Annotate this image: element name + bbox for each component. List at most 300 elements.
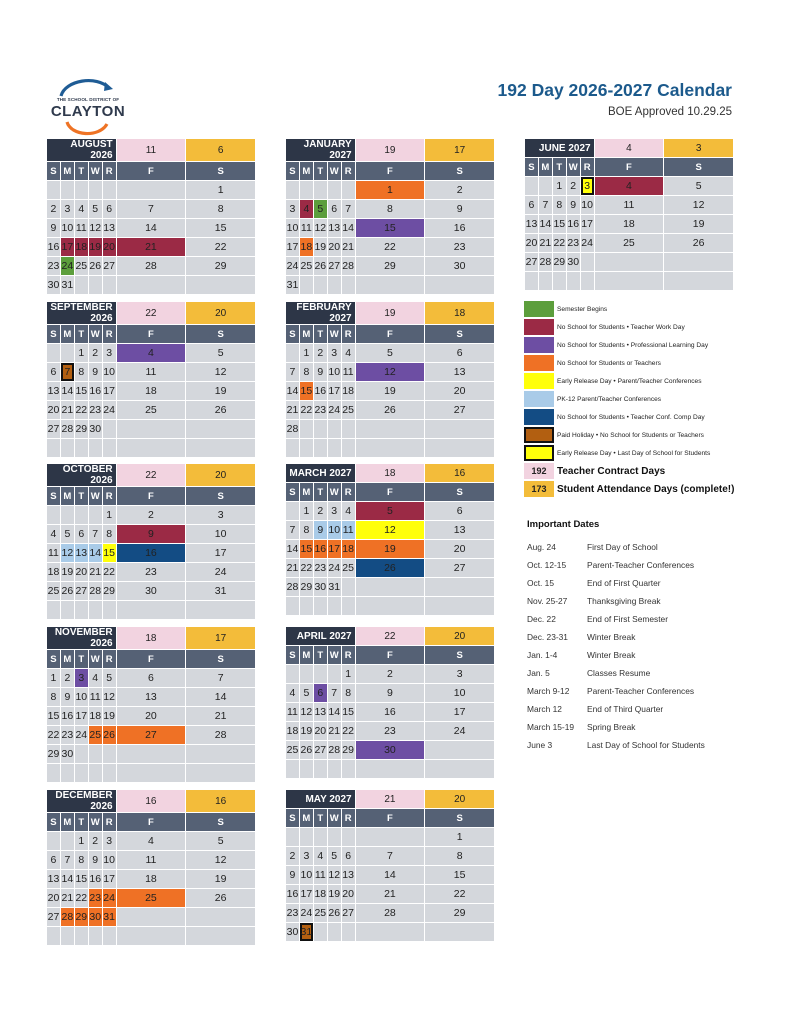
empty-day-cell: [425, 420, 495, 439]
student-days-count: 20: [425, 790, 495, 809]
week-row: [286, 238, 495, 257]
legend-item: [524, 318, 764, 336]
important-event: Last Day of School for Students: [587, 740, 705, 750]
day-cell: 21: [355, 885, 425, 904]
day-cell: 17: [102, 382, 116, 401]
week-row: [525, 177, 734, 196]
day-cell: 27: [74, 582, 88, 601]
day-cell: 8: [299, 363, 313, 382]
empty-day-cell: [299, 420, 313, 439]
weekday-label: R: [102, 813, 116, 832]
weekday-label: M: [60, 813, 74, 832]
empty-day-cell: [116, 908, 186, 927]
weekday-label: S: [425, 646, 495, 665]
day-cell: 5: [186, 344, 256, 363]
day-cell: 28: [341, 257, 355, 276]
empty-day-cell: [313, 828, 327, 847]
day-cell: 22: [299, 559, 313, 578]
day-cell: 11: [299, 219, 313, 238]
empty-day-cell: [341, 760, 355, 779]
empty-day-cell: [299, 439, 313, 458]
important-date-row: [527, 664, 767, 682]
day-cell: 31: [327, 578, 341, 597]
day-cell: 19: [60, 563, 74, 582]
empty-day-cell: [327, 665, 341, 684]
day-cell: 6: [313, 684, 327, 703]
empty-day-cell: [186, 601, 256, 620]
week-row: [47, 832, 256, 851]
day-cell: 25: [313, 904, 327, 923]
day-cell: 5: [60, 525, 74, 544]
day-cell: 6: [425, 344, 495, 363]
empty-day-cell: [327, 923, 341, 942]
day-cell: 1: [186, 181, 256, 200]
day-cell: 22: [299, 401, 313, 420]
day-cell: 20: [313, 722, 327, 741]
legend-swatch: [524, 355, 554, 371]
weekday-label: F: [355, 809, 425, 828]
empty-day-cell: [88, 745, 102, 764]
legend-item: [524, 408, 764, 426]
day-cell: 15: [425, 866, 495, 885]
weekday-label: S: [186, 487, 256, 506]
day-cell: 20: [47, 401, 61, 420]
day-cell: 14: [538, 215, 552, 234]
empty-day-cell: [102, 927, 116, 946]
empty-day-cell: [425, 276, 495, 295]
summary-count: 192: [524, 463, 554, 479]
day-cell: 25: [47, 582, 61, 601]
weekday-header: [286, 325, 495, 344]
day-cell: 5: [186, 832, 256, 851]
day-cell: 23: [313, 401, 327, 420]
day-cell: 24: [102, 889, 116, 908]
day-cell: 11: [47, 544, 61, 563]
day-cell: 21: [60, 401, 74, 420]
day-cell: 29: [425, 904, 495, 923]
day-cell: 26: [299, 741, 313, 760]
day-cell: 24: [186, 563, 256, 582]
week-row: [525, 253, 734, 272]
legend-item: [524, 390, 764, 408]
day-cell: 11: [286, 703, 300, 722]
week-row: [47, 908, 256, 927]
weekday-label: T: [552, 158, 566, 177]
month-name: JANUARY 2027: [286, 139, 356, 162]
day-cell: 1: [341, 665, 355, 684]
day-cell: 8: [74, 363, 88, 382]
legend-label: PK-12 Parent/Teacher Conferences: [557, 395, 662, 403]
empty-day-cell: [286, 502, 300, 521]
weekday-label: T: [313, 646, 327, 665]
empty-day-cell: [327, 420, 341, 439]
empty-day-cell: [186, 276, 256, 295]
day-cell: 16: [286, 885, 300, 904]
empty-day-cell: [47, 181, 61, 200]
week-row: [47, 544, 256, 563]
day-cell: 17: [299, 885, 313, 904]
week-row: [47, 238, 256, 257]
empty-day-cell: [341, 439, 355, 458]
empty-day-cell: [525, 177, 539, 196]
day-cell: 6: [341, 847, 355, 866]
day-cell: 12: [88, 219, 102, 238]
weekday-label: S: [664, 158, 734, 177]
month-name: SEPTEMBER 2026: [47, 302, 117, 325]
week-row: [47, 726, 256, 745]
day-cell: 17: [327, 540, 341, 559]
day-cell: 15: [299, 382, 313, 401]
empty-day-cell: [355, 420, 425, 439]
empty-day-cell: [116, 276, 186, 295]
week-row: [47, 525, 256, 544]
weekday-label: M: [538, 158, 552, 177]
week-row: [286, 828, 495, 847]
month-calendar: [285, 789, 495, 942]
day-cell: 7: [538, 196, 552, 215]
empty-day-cell: [116, 764, 186, 783]
week-row: [286, 344, 495, 363]
empty-day-cell: [116, 601, 186, 620]
month-name: JUNE 2027: [525, 139, 595, 158]
day-cell: 13: [327, 219, 341, 238]
week-row: [47, 669, 256, 688]
day-cell: 16: [425, 219, 495, 238]
weekday-label: M: [60, 162, 74, 181]
day-cell: 6: [425, 502, 495, 521]
legend-label: Early Release Day • Parent/Teacher Conferences: [557, 377, 702, 385]
weekday-label: R: [580, 158, 594, 177]
day-cell: 5: [313, 200, 327, 219]
calendar-grid: [285, 138, 495, 295]
important-date: Aug. 24: [527, 542, 556, 552]
day-cell: 28: [286, 578, 300, 597]
empty-day-cell: [286, 597, 300, 616]
important-dates-heading: Important Dates: [527, 519, 600, 530]
week-row: [286, 665, 495, 684]
empty-day-cell: [88, 181, 102, 200]
day-cell: 2: [88, 832, 102, 851]
day-cell: 12: [355, 363, 425, 382]
day-cell: 26: [102, 726, 116, 745]
weekday-label: F: [355, 483, 425, 502]
day-cell: 23: [566, 234, 580, 253]
empty-day-cell: [425, 741, 495, 760]
weekday-label: S: [525, 158, 539, 177]
empty-day-cell: [186, 439, 256, 458]
weekday-label: F: [116, 162, 186, 181]
student-days-count: 20: [186, 302, 256, 325]
week-row: [286, 401, 495, 420]
approval-note: BOE Approved 10.29.25: [607, 106, 732, 118]
day-cell: 4: [47, 525, 61, 544]
day-cell: 18: [74, 238, 88, 257]
day-cell: 6: [74, 525, 88, 544]
day-cell: 20: [525, 234, 539, 253]
empty-day-cell: [538, 177, 552, 196]
important-event: End of Third Quarter: [587, 704, 664, 714]
day-cell: 19: [88, 238, 102, 257]
week-row: [286, 257, 495, 276]
day-cell: 9: [60, 688, 74, 707]
day-cell: 9: [313, 363, 327, 382]
empty-day-cell: [552, 272, 566, 291]
weekday-label: T: [313, 483, 327, 502]
day-cell: 1: [47, 669, 61, 688]
empty-day-cell: [286, 344, 300, 363]
day-cell: 23: [47, 257, 61, 276]
weekday-label: F: [116, 813, 186, 832]
day-cell: 30: [88, 908, 102, 927]
month-name: NOVEMBER 2026: [47, 627, 117, 650]
empty-day-cell: [341, 181, 355, 200]
weekday-label: R: [341, 325, 355, 344]
day-cell: 10: [580, 196, 594, 215]
month-header: [47, 464, 256, 487]
weekday-label: M: [60, 325, 74, 344]
important-date: Jan. 1-4: [527, 650, 558, 660]
week-row: [286, 885, 495, 904]
empty-day-cell: [74, 276, 88, 295]
day-cell: 12: [60, 544, 74, 563]
week-row: [47, 401, 256, 420]
weekday-label: S: [425, 483, 495, 502]
important-event: First Day of School: [587, 542, 658, 552]
empty-day-cell: [47, 832, 61, 851]
day-cell: 13: [525, 215, 539, 234]
day-cell: 19: [313, 238, 327, 257]
day-cell: 25: [116, 889, 186, 908]
weekday-label: R: [341, 483, 355, 502]
weekday-label: W: [88, 650, 102, 669]
weekday-label: M: [60, 650, 74, 669]
empty-day-cell: [425, 597, 495, 616]
empty-day-cell: [313, 665, 327, 684]
day-cell: 23: [116, 563, 186, 582]
day-cell: 30: [88, 420, 102, 439]
day-cell: 8: [552, 196, 566, 215]
teacher-days-count: 21: [355, 790, 425, 809]
day-cell: 26: [313, 257, 327, 276]
day-cell: 24: [327, 401, 341, 420]
day-cell: 9: [88, 851, 102, 870]
month-calendar: [285, 463, 495, 616]
day-cell: 14: [116, 219, 186, 238]
empty-day-cell: [74, 601, 88, 620]
day-cell: 26: [186, 401, 256, 420]
legend-label: No School for Students • Professional Learning Day: [557, 341, 709, 349]
day-cell: 12: [186, 851, 256, 870]
month-name: AUGUST 2026: [47, 139, 117, 162]
empty-day-cell: [47, 439, 61, 458]
month-header: [47, 627, 256, 650]
important-date-row: [527, 718, 767, 736]
day-cell: 30: [425, 257, 495, 276]
important-date: Nov. 25-27: [527, 596, 568, 606]
weekday-header: [286, 162, 495, 181]
day-cell: 4: [313, 847, 327, 866]
weekday-header: [47, 813, 256, 832]
month-header: [47, 302, 256, 325]
weekday-label: S: [47, 487, 61, 506]
day-cell: 29: [74, 420, 88, 439]
week-row: [286, 420, 495, 439]
weekday-label: F: [355, 325, 425, 344]
day-cell: 13: [313, 703, 327, 722]
empty-day-cell: [313, 597, 327, 616]
day-cell: 20: [47, 889, 61, 908]
weekday-label: T: [74, 162, 88, 181]
day-cell: 19: [327, 885, 341, 904]
day-cell: 12: [313, 219, 327, 238]
legend: [524, 300, 764, 498]
calendar-grid: [285, 789, 495, 942]
week-row: [286, 521, 495, 540]
empty-day-cell: [47, 344, 61, 363]
empty-day-cell: [313, 760, 327, 779]
weekday-header: [286, 483, 495, 502]
empty-day-cell: [88, 601, 102, 620]
empty-day-cell: [186, 764, 256, 783]
important-date: Dec. 23-31: [527, 632, 568, 642]
important-event: Thanksgiving Break: [587, 596, 661, 606]
day-cell: 10: [60, 219, 74, 238]
teacher-days-count: 11: [116, 139, 186, 162]
day-cell: 14: [60, 382, 74, 401]
legend-swatch: [524, 301, 554, 317]
week-row: [286, 904, 495, 923]
district-logo: [47, 76, 129, 138]
empty-day-cell: [355, 439, 425, 458]
empty-day-cell: [60, 344, 74, 363]
day-cell: 23: [355, 722, 425, 741]
day-cell: 2: [88, 344, 102, 363]
weekday-label: F: [116, 650, 186, 669]
month-calendar: [285, 301, 495, 458]
day-cell: 4: [88, 669, 102, 688]
day-cell: 30: [566, 253, 580, 272]
day-cell: 29: [552, 253, 566, 272]
week-row: [525, 234, 734, 253]
day-cell: 28: [538, 253, 552, 272]
week-row: [47, 927, 256, 946]
day-cell: 5: [355, 502, 425, 521]
day-cell: 6: [116, 669, 186, 688]
day-cell: 16: [313, 540, 327, 559]
important-event: End of First Semester: [587, 614, 668, 624]
empty-day-cell: [186, 745, 256, 764]
weekday-label: S: [425, 325, 495, 344]
empty-day-cell: [74, 181, 88, 200]
day-cell: 28: [60, 908, 74, 927]
student-days-count: 3: [664, 139, 734, 158]
day-cell: 3: [286, 200, 300, 219]
empty-day-cell: [74, 764, 88, 783]
day-cell: 27: [425, 559, 495, 578]
day-cell: 14: [286, 540, 300, 559]
weekday-header: [47, 487, 256, 506]
empty-day-cell: [74, 439, 88, 458]
day-cell: 20: [116, 707, 186, 726]
day-cell: 11: [594, 196, 664, 215]
month-calendar: [46, 626, 256, 783]
day-cell: 28: [327, 741, 341, 760]
empty-day-cell: [566, 272, 580, 291]
weekday-label: W: [566, 158, 580, 177]
empty-day-cell: [74, 745, 88, 764]
week-row: [47, 219, 256, 238]
week-row: [286, 597, 495, 616]
day-cell: 11: [88, 688, 102, 707]
teacher-days-count: 19: [355, 139, 425, 162]
day-cell: 27: [327, 257, 341, 276]
empty-day-cell: [102, 420, 116, 439]
empty-day-cell: [286, 760, 300, 779]
week-row: [47, 707, 256, 726]
weekday-label: W: [88, 487, 102, 506]
day-cell: 4: [116, 344, 186, 363]
month-header: [286, 139, 495, 162]
student-days-count: 16: [425, 464, 495, 483]
day-cell: 22: [425, 885, 495, 904]
day-cell: 3: [74, 669, 88, 688]
empty-day-cell: [116, 927, 186, 946]
empty-day-cell: [313, 923, 327, 942]
important-event: Classes Resume: [587, 668, 651, 678]
important-date: Oct. 15: [527, 578, 554, 588]
week-row: [47, 200, 256, 219]
weekday-label: R: [341, 162, 355, 181]
month-header: [286, 790, 495, 809]
weekday-label: S: [286, 809, 300, 828]
weekday-label: R: [341, 646, 355, 665]
day-cell: 17: [580, 215, 594, 234]
day-cell: 21: [186, 707, 256, 726]
day-cell: 2: [116, 506, 186, 525]
legend-label: Semester Begins: [557, 305, 608, 313]
day-cell: 29: [102, 582, 116, 601]
day-cell: 28: [355, 904, 425, 923]
day-cell: 6: [47, 851, 61, 870]
day-cell: 10: [299, 866, 313, 885]
student-days-count: 20: [186, 464, 256, 487]
day-cell: 30: [60, 745, 74, 764]
month-calendar: [524, 138, 734, 291]
empty-day-cell: [102, 764, 116, 783]
day-cell: 31: [102, 908, 116, 927]
legend-item: [524, 336, 764, 354]
day-cell: 9: [47, 219, 61, 238]
empty-day-cell: [60, 439, 74, 458]
day-cell: 25: [341, 559, 355, 578]
day-cell: 3: [327, 502, 341, 521]
day-cell: 1: [74, 832, 88, 851]
day-cell: 24: [299, 904, 313, 923]
day-cell: 12: [102, 688, 116, 707]
day-cell: 24: [327, 559, 341, 578]
empty-day-cell: [594, 253, 664, 272]
calendar-grid: [46, 789, 256, 946]
weekday-label: S: [47, 162, 61, 181]
empty-day-cell: [341, 578, 355, 597]
week-row: [47, 276, 256, 295]
legend-item: [524, 444, 764, 462]
student-days-summary: [524, 480, 764, 498]
day-cell: 9: [355, 684, 425, 703]
day-cell: 20: [425, 382, 495, 401]
weekday-header: [47, 162, 256, 181]
calendar-grid: [46, 463, 256, 620]
